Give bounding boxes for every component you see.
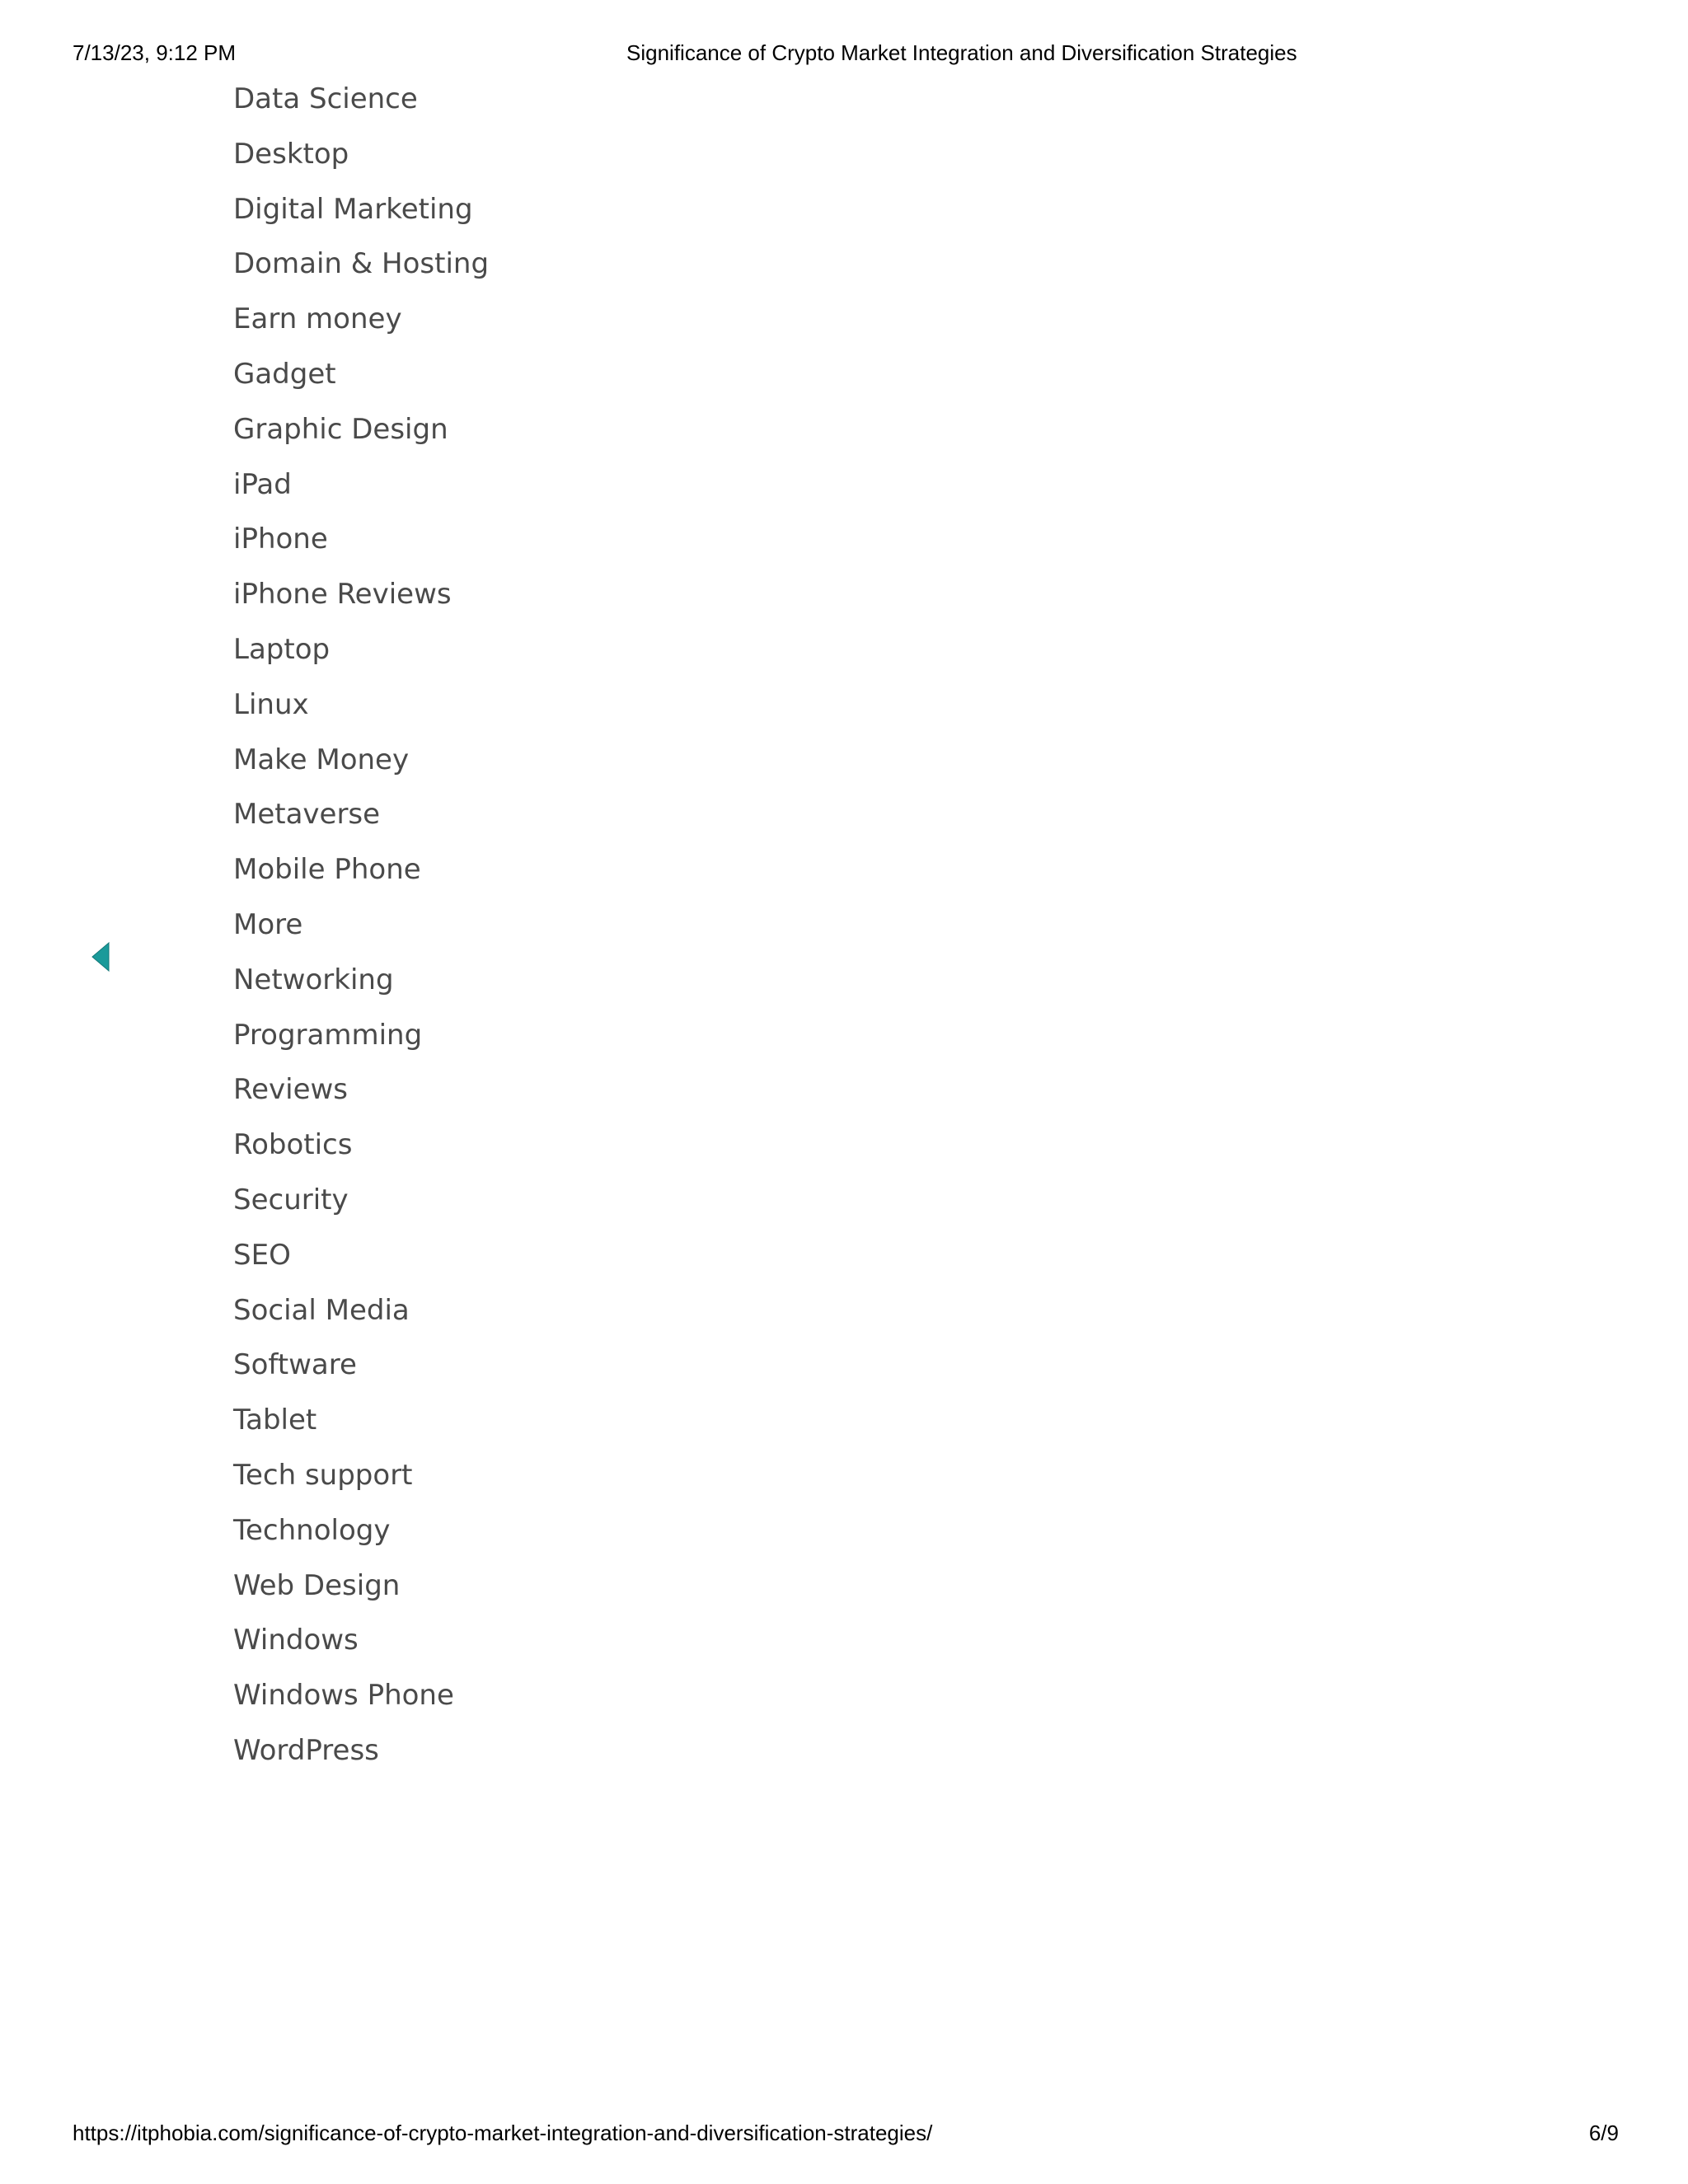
category-item[interactable] [233,1234,489,1289]
category-link[interactable]: Windows [233,1624,359,1657]
category-link[interactable]: Digital Marketing [233,192,473,226]
category-item[interactable] [233,738,489,794]
category-link[interactable]: WordPress [233,1733,379,1767]
category-link[interactable]: Tablet [233,1404,317,1437]
category-link[interactable]: Web Design [233,1568,401,1602]
category-item[interactable] [233,1399,489,1454]
print-footer-url: https://itphobia.com/significance-of-crypto-market-integration-and-diversification-strategies/ [73,2121,933,2145]
category-link[interactable]: Mobile Phone [233,853,421,887]
category-link[interactable]: iPhone [233,523,328,556]
category-link[interactable]: Data Science [233,82,418,115]
category-item[interactable] [233,1454,489,1509]
category-link[interactable]: Domain & Hosting [233,247,490,281]
category-item[interactable] [233,1014,489,1069]
category-link[interactable]: Security [233,1183,349,1216]
category-link[interactable]: iPhone Reviews [233,578,452,612]
category-link[interactable]: Networking [233,963,394,996]
category-item[interactable] [233,848,489,903]
category-item[interactable] [233,1123,489,1179]
category-link[interactable]: Desktop [233,137,349,171]
category-item[interactable] [233,408,489,463]
category-link[interactable]: iPad [233,467,292,501]
category-item[interactable] [233,1619,489,1674]
category-link[interactable]: Laptop [233,632,331,666]
category-item[interactable] [233,298,489,353]
category-item[interactable] [233,77,489,133]
category-item[interactable] [233,1068,489,1123]
category-item[interactable] [233,1179,489,1234]
category-item[interactable] [233,1564,489,1619]
category-link[interactable]: More [233,907,303,941]
category-link[interactable]: Technology [233,1513,391,1547]
category-item[interactable] [233,518,489,573]
category-item[interactable] [233,353,489,408]
caret-left-icon-svg [91,941,110,972]
category-link[interactable]: Tech support [233,1458,413,1492]
category-link[interactable]: Make Money [233,743,410,776]
category-link[interactable]: Reviews [233,1073,349,1107]
category-item[interactable] [233,1343,489,1399]
print-footer-page-number: 6/9 [1588,2121,1619,2145]
category-item[interactable] [233,903,489,958]
category-item[interactable] [233,463,489,518]
category-item[interactable] [233,958,489,1014]
category-link[interactable]: Metaverse [233,798,381,832]
print-header-datetime: 7/13/23, 9:12 PM [73,40,237,65]
category-item[interactable] [233,133,489,188]
caret-left-icon[interactable] [91,941,110,972]
category-link[interactable]: Social Media [233,1293,410,1327]
category-item[interactable] [233,1289,489,1344]
category-link[interactable]: Graphic Design [233,412,448,446]
category-item[interactable] [233,242,489,298]
category-item[interactable] [233,628,489,683]
category-link[interactable]: Earn money [233,302,402,336]
category-link[interactable]: SEO [233,1238,291,1272]
category-list [233,77,489,1784]
category-link[interactable]: Gadget [233,357,336,391]
category-link[interactable]: Robotics [233,1128,353,1162]
category-link[interactable]: Programming [233,1018,423,1052]
category-item[interactable] [233,793,489,848]
print-header-title: Significance of Crypto Market Integration and Diversification Strategies [626,40,1297,65]
category-link[interactable]: Windows Phone [233,1679,454,1713]
category-link[interactable]: Software [233,1348,357,1382]
category-item[interactable] [233,1674,489,1729]
category-item[interactable] [233,188,489,243]
category-item[interactable] [233,1509,489,1564]
category-item[interactable] [233,1729,489,1784]
category-item[interactable] [233,573,489,628]
category-item[interactable] [233,683,489,738]
category-link[interactable]: Linux [233,687,309,721]
